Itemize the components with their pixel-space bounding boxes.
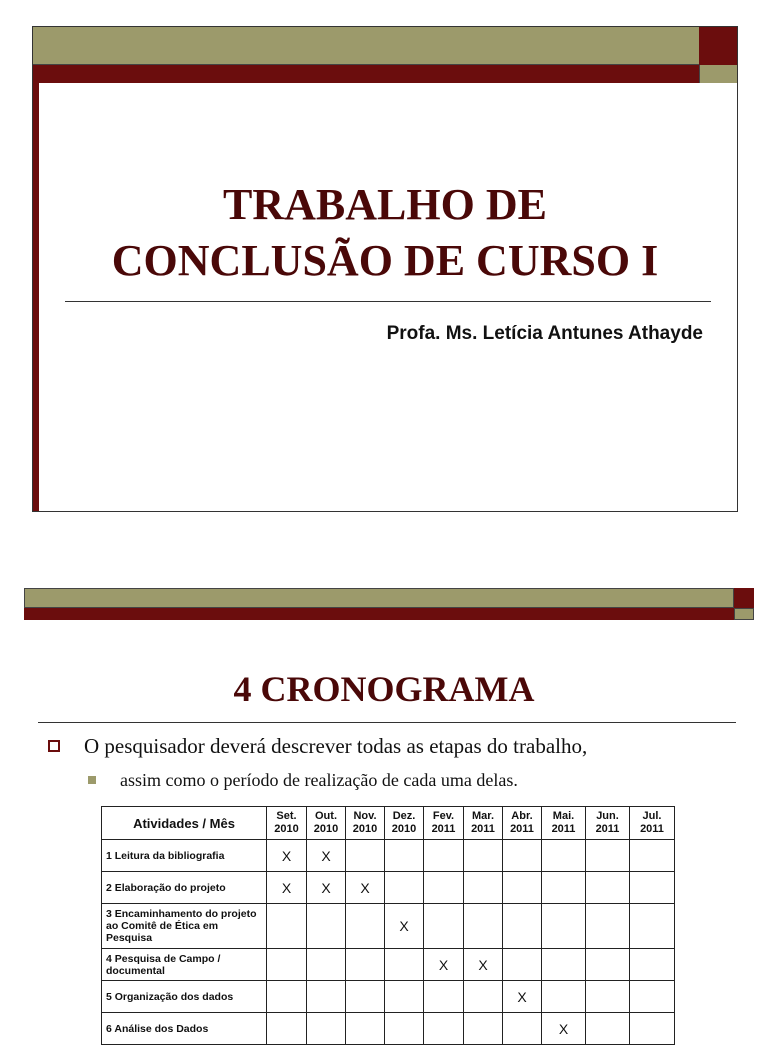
activity-cell: 4 Pesquisa de Campo / documental [102,949,267,981]
schedule-mark-cell [464,1013,503,1045]
bullet-item [48,734,587,759]
left-accent-bar [33,83,39,511]
month-header [503,807,542,840]
month-label: Mar. [471,810,494,822]
schedule-mark-cell: X [267,872,307,904]
table-row [102,840,675,872]
schedule-mark-cell [586,872,630,904]
schedule-mark-cell [307,949,346,981]
schedule-mark-cell [503,872,542,904]
schedule-mark-cell [630,949,675,981]
activity-cell: 6 Análise dos Dados [102,1013,267,1045]
schedule-mark-cell [424,981,464,1013]
schedule-mark-cell [503,904,542,949]
schedule-mark-cell [630,1013,675,1045]
slide-title: 4 CRONOGRAMA [233,669,535,709]
title-slide [32,26,738,512]
schedule-mark-cell [385,981,424,1013]
month-label: Jun. [596,810,619,822]
month-header [385,807,424,840]
month-header [542,807,586,840]
month-header [464,807,503,840]
month-label: Nov. [353,810,377,822]
schedule-mark-cell [586,904,630,949]
month-year: 2011 [431,823,456,835]
bullet-text: O pesquisador deverá descrever todas as etapas do trabalho, [84,734,588,758]
schedule-mark-cell [267,949,307,981]
schedule-mark-cell [346,904,385,949]
schedule-mark-cell [385,949,424,981]
schedule-mark-cell [586,1013,630,1045]
schedule-mark-cell: X [542,1013,586,1045]
schedule-mark-cell [424,840,464,872]
author-name: Profa. Ms. Letícia Antunes Athayde [386,323,703,344]
schedule-mark-cell [586,840,630,872]
header-olive-bar [33,27,699,65]
month-year: 2010 [313,823,339,835]
activity-cell: 2 Elaboração do projeto [102,872,267,904]
month-label: Jul. [642,810,662,822]
header-olive-bar [24,588,734,608]
schedule-mark-cell [346,840,385,872]
square-bullet-icon [88,776,96,784]
schedule-mark-cell [267,904,307,949]
schedule-mark-cell: X [307,840,346,872]
schedule-mark-cell [464,872,503,904]
schedule-mark-cell [385,1013,424,1045]
schedule-mark-cell: X [307,872,346,904]
schedule-mark-cell [385,872,424,904]
title-divider [65,301,711,302]
schedule-mark-cell [267,981,307,1013]
month-label: Mai. [552,810,575,822]
activity-header: Atividades / Mês [102,807,267,840]
month-header [586,807,630,840]
slide-title-line1: TRABALHO DE [223,180,547,229]
schedule-mark-cell [307,1013,346,1045]
schedule-mark-cell [542,981,586,1013]
schedule-slide [0,588,768,1037]
table-row [102,1013,675,1045]
month-header [424,807,464,840]
month-header [346,807,385,840]
schedule-mark-cell [346,949,385,981]
schedule-mark-cell [346,981,385,1013]
month-label: Abr. [511,810,533,822]
schedule-mark-cell [542,904,586,949]
month-header [307,807,346,840]
schedule-mark-cell [307,981,346,1013]
header-maroon-bar [24,608,734,620]
header-maroon-square [734,588,754,608]
schedule-mark-cell [307,904,346,949]
schedule-mark-cell [542,840,586,872]
header-maroon-square [699,27,737,65]
month-label: Fev. [432,810,455,822]
month-year: 2010 [352,823,378,835]
month-year: 2011 [510,823,534,835]
schedule-mark-cell [630,981,675,1013]
schedule-mark-cell [630,840,675,872]
month-header [267,807,307,840]
schedule-mark-cell [464,904,503,949]
schedule-table [101,806,675,1045]
month-year: 2011 [471,823,495,835]
schedule-mark-cell [464,981,503,1013]
square-bullet-icon [48,740,60,752]
sub-bullet-item [88,770,518,791]
schedule-mark-cell: X [346,872,385,904]
schedule-mark-cell: X [385,904,424,949]
table-row [102,981,675,1013]
schedule-mark-cell [503,840,542,872]
schedule-mark-cell: X [267,840,307,872]
schedule-mark-cell: X [503,981,542,1013]
activity-cell: 5 Organização dos dados [102,981,267,1013]
slide-title [33,177,737,289]
title-divider [38,722,736,723]
header-olive-square [699,65,737,83]
schedule-mark-cell [346,1013,385,1045]
schedule-mark-cell [503,1013,542,1045]
month-label: Dez. [392,810,416,822]
slide-title-line2: CONCLUSÃO DE CURSO I [111,236,659,285]
schedule-mark-cell [630,904,675,949]
schedule-mark-cell [586,949,630,981]
month-label: Set. [276,810,297,822]
schedule-mark-cell [586,981,630,1013]
month-year: 2010 [391,823,417,835]
activity-cell: 1 Leitura da bibliografia [102,840,267,872]
sub-bullet-text: assim como o período de realização de cada uma delas. [120,770,518,790]
schedule-mark-cell [542,872,586,904]
month-year: 2011 [640,823,664,835]
schedule-mark-cell [424,872,464,904]
table-header-row [102,807,675,840]
month-label: Out. [315,810,337,822]
month-year: 2011 [551,823,576,835]
header-maroon-bar [33,65,699,83]
schedule-mark-cell [630,872,675,904]
table-row [102,949,675,981]
schedule-mark-cell: X [464,949,503,981]
month-year: 2011 [595,823,620,835]
schedule-mark-cell [385,840,424,872]
schedule-mark-cell [267,1013,307,1045]
header-olive-square [734,608,754,620]
schedule-mark-cell [464,840,503,872]
schedule-mark-cell: X [424,949,464,981]
activity-cell: 3 Encaminhamento do projeto ao Comitê de Ética em Pesquisa [102,904,267,949]
month-year: 2010 [274,823,299,835]
schedule-mark-cell [542,949,586,981]
schedule-mark-cell [424,904,464,949]
schedule-mark-cell [424,1013,464,1045]
schedule-mark-cell [503,949,542,981]
month-header [630,807,675,840]
table-row [102,872,675,904]
table-row [102,904,675,949]
